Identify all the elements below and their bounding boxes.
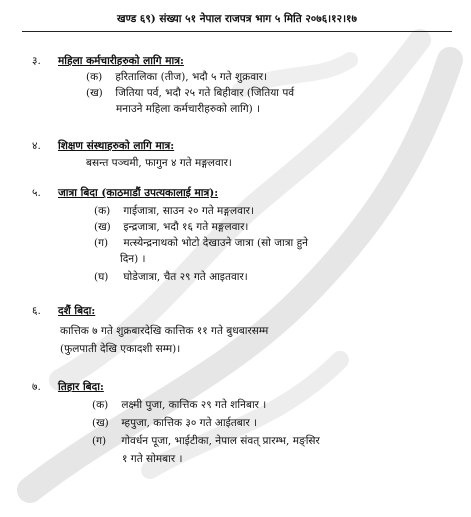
item-label: (क)	[92, 399, 109, 411]
section-title: शिक्षण संस्थाहरुको लागि मात्र:	[58, 140, 175, 152]
section-title: दशैं बिदा:	[58, 305, 96, 317]
item-text: जितिया पर्व, भदौ २५ गते बिहीवार (जितिया पर्व	[115, 87, 295, 99]
list-item	[94, 206, 254, 217]
item-label: (ग)	[94, 237, 109, 249]
item-label: (क)	[94, 205, 111, 217]
section-text-line: कात्तिक ७ गते शुक्रबारदेखि कात्तिक ११ गते बुधबारसम्म	[60, 325, 269, 337]
section-number: ५.	[32, 187, 41, 199]
section-title: तिहार बिदा:	[58, 381, 104, 393]
list-item	[92, 436, 320, 447]
section-title: महिला कर्मचारीहरुको लागि मात्र:	[58, 55, 184, 67]
item-text: हरितालिका (तीज), भदौ ५ गते शुक्रवार।	[115, 71, 268, 83]
item-text: गाईजात्रा, साउन २० गते मङ्गलवार।	[123, 205, 254, 217]
item-continuation: दिन) ।	[120, 253, 146, 265]
list-item	[94, 238, 308, 249]
list-item	[94, 272, 248, 283]
item-text: लक्ष्मी पुजा, कात्तिक २९ गते शनिबार ।	[121, 399, 267, 411]
item-label: (क)	[86, 71, 103, 83]
item-text: इन्द्रजात्रा, भदौ १६ गते मङ्गलवार।	[123, 221, 249, 233]
section-number: ७.	[32, 381, 41, 393]
page-header: खण्ड ६९) संख्या ५१ नेपाल राजपत्र भाग ५ मिति २०७६।१२।१७	[22, 12, 452, 32]
section-text-line: (फुलपाती देखि एकादशी सम्म)।	[60, 343, 181, 355]
item-continuation: मनाउने महिला कर्मचारीहरुको लागि) ।	[116, 103, 261, 115]
section-number: ६.	[32, 305, 41, 317]
section-number: ४.	[32, 140, 41, 152]
list-item	[86, 72, 267, 83]
item-label: (घ)	[94, 271, 109, 283]
section-text: बसन्त पञ्चमी, फागुन ४ गते मङ्गलवार।	[86, 157, 232, 169]
list-item	[92, 418, 257, 429]
item-text: मत्स्येन्द्रनाथको भोटो देखाउने जात्रा (सो जात्रा हुने	[123, 237, 308, 249]
item-text: म्हपुजा, कात्तिक ३० गते आईतबार ।	[121, 417, 258, 429]
list-item	[86, 88, 294, 99]
section-number: ३.	[32, 55, 41, 67]
item-label: (ख)	[86, 87, 103, 99]
item-text: गोवर्धन पूजा, भाईटीका, नेपाल संवत् प्रारम्भ, मङ्सिर	[121, 435, 320, 447]
item-text: घोडेजात्रा, चैत २९ गते आइतवार।	[123, 271, 248, 283]
item-label: (ग)	[92, 435, 107, 447]
list-item	[94, 222, 248, 233]
section-title: जात्रा बिदा (काठमाडौं उपत्यकालाई मात्र):	[58, 187, 219, 199]
item-continuation: १ गते सोमबार ।	[122, 453, 183, 465]
list-item	[92, 400, 266, 411]
item-label: (ख)	[92, 417, 109, 429]
item-label: (ख)	[94, 221, 111, 233]
